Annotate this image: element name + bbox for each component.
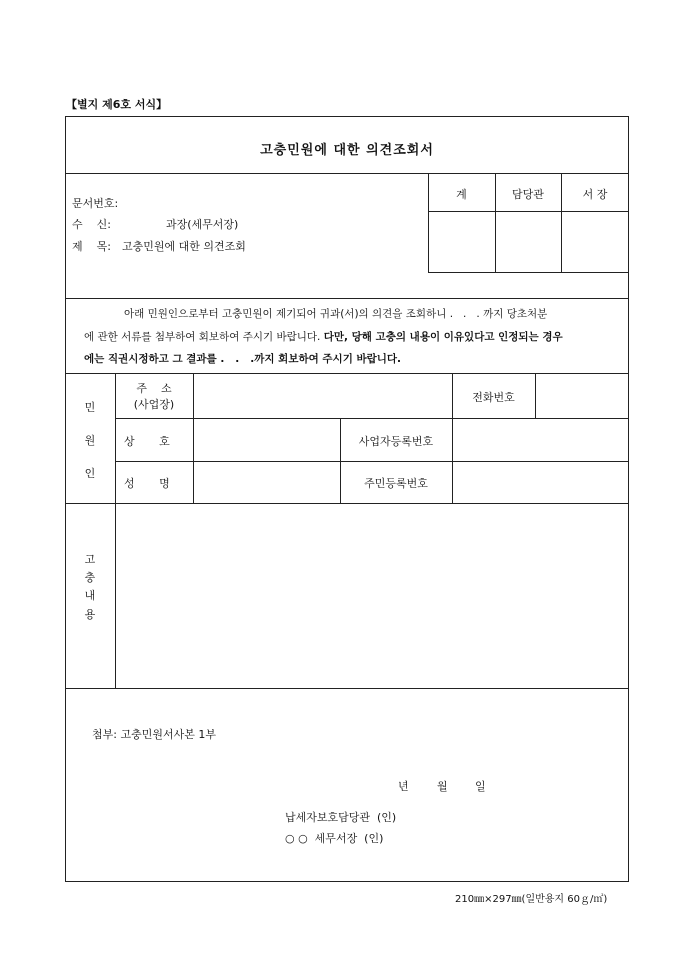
applicant-label-1: 민: [84, 401, 96, 414]
name-label: 성 명: [124, 477, 170, 490]
approval-bottom: [428, 272, 629, 273]
complaint-label-4: 용: [84, 608, 96, 621]
approval-officer: 담당관: [512, 188, 544, 201]
body-line-1: 아래 민원인으로부터 고충민원이 제기되어 귀과(서)의 의견을 조회하니 . . . 까지 당초처분: [124, 308, 548, 320]
attachment-note: 첨부: 고충민원서사본 1부: [92, 728, 216, 741]
date-month: 월: [437, 780, 448, 793]
applicant-label-2: 원: [84, 434, 96, 447]
subject-label: 제 목:: [72, 240, 111, 253]
complaint-label-3: 내: [84, 589, 96, 602]
applicant-col-sep-1: [193, 373, 194, 503]
date-day: 일: [475, 780, 486, 793]
doc-no-label: 문서번호:: [72, 197, 119, 210]
approval-divider: [428, 211, 629, 212]
applicant-col-sep-4: [535, 373, 536, 418]
approval-staff: 계: [456, 188, 467, 201]
resident-reg-label: 주민등록번호: [364, 477, 428, 490]
date-year: 년: [398, 780, 409, 793]
signature-chief: ○ ○ 세무서장 (인): [285, 832, 384, 845]
body-line-3: 에는 직권시정하고 그 결과를 . . .까지 회보하여 주시기 바랍니다.: [84, 353, 402, 365]
opinion-inquiry-form: [65, 116, 629, 882]
complaint-label-sep: [115, 503, 116, 688]
business-reg-label: 사업자등록번호: [358, 435, 434, 448]
body-line-2-bold: 다만, 당해 고충의 내용이 이유있다고 인정되는 경우: [323, 331, 563, 343]
body-line-2-normal: 에 관한 서류를 첨부하여 회보하여 주시기 바랍니다.: [84, 331, 321, 343]
complaint-label-2: 충: [84, 571, 96, 584]
signature-officer: 납세자보호담당관 (인): [285, 811, 397, 824]
approval-chief: 서 장: [582, 188, 608, 201]
recipient-value: 과장(세무서장): [166, 218, 239, 231]
subject-value: 고충민원에 대한 의견조회: [122, 240, 246, 253]
address-label-sub: (사업장): [133, 398, 175, 411]
body-divider: [65, 373, 629, 374]
form-number-label: 【별지 제6호 서식】: [66, 98, 168, 111]
address-label: 주 소: [136, 382, 172, 395]
business-name-label: 상 호: [124, 435, 170, 448]
recipient-label: 수 신:: [72, 218, 111, 231]
form-title: 고충민원에 대한 의견조회서: [260, 143, 434, 158]
title-divider: [65, 173, 629, 174]
complaint-divider: [65, 688, 629, 689]
applicant-divider: [65, 503, 629, 504]
phone-label: 전화번호: [472, 391, 515, 404]
header-divider: [65, 298, 629, 299]
body-line-2: [84, 329, 563, 344]
paper-size-footer: 210㎜×297㎜(일반용지 60ｇ/㎡): [455, 894, 608, 905]
complaint-label-1: 고: [84, 553, 96, 566]
applicant-label-3: 인: [84, 467, 96, 480]
